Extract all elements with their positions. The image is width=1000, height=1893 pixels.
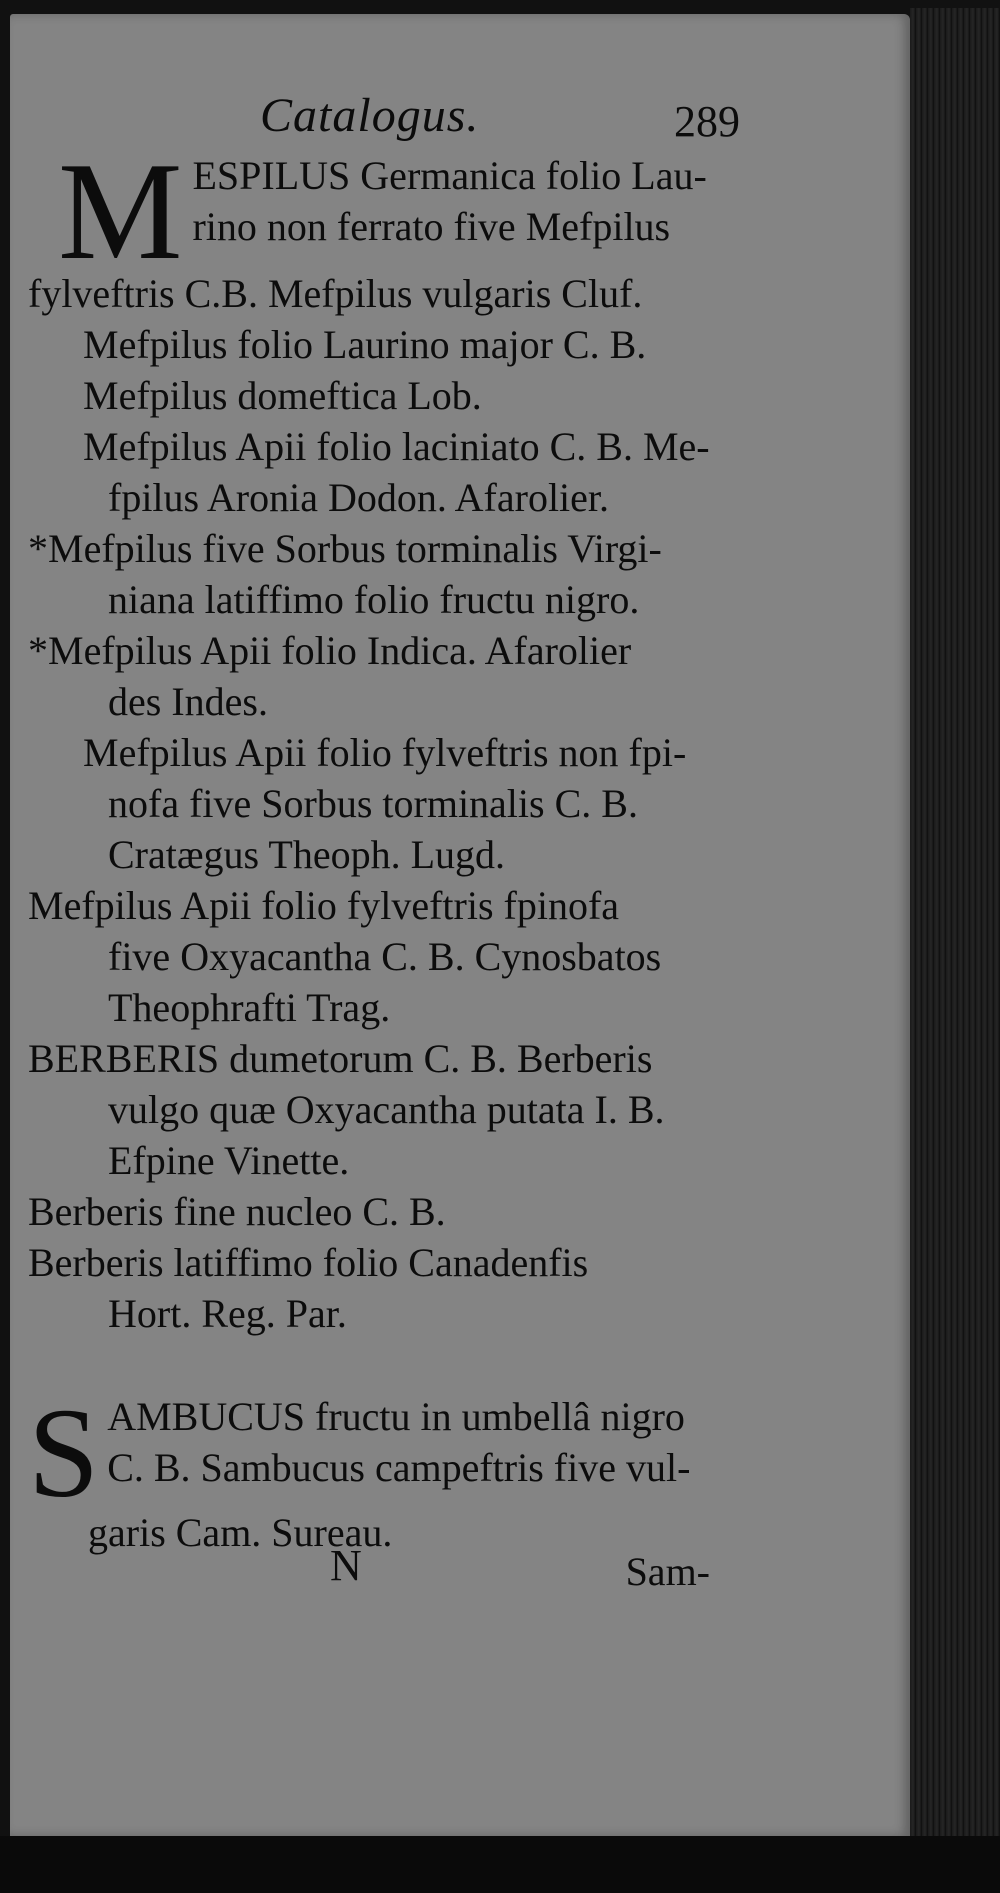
text-line: Mefpilus Apii folio laciniato C. B. Me- [83,424,710,469]
text-line: Hort. Reg. Par. [108,1291,347,1336]
text-line: Mefpilus domeftica Lob. [83,373,482,418]
text-line: garis Cam. Sureau. [88,1510,393,1555]
signature-mark: N [330,1541,362,1590]
text-line: fylveftris C.B. Mefpilus vulgaris Cluf. [28,271,643,316]
text-line: niana latiffimo folio fructu nigro. [108,577,640,622]
text-line: ESPILUS Germanica folio Lau- [192,153,707,198]
text-line: des Indes. [108,679,268,724]
text-line: Theophrafti Trag. [108,985,391,1030]
text-line: Berberis fine nucleo C. B. [28,1189,446,1234]
entry-sambucus [28,1382,748,1558]
drop-cap-m: M [58,134,183,289]
text-line: *Mefpilus Apii folio Indica. Afarolier [28,628,632,673]
text-line: Cratægus Theoph. Lugd. [108,832,506,877]
text-line: C. B. Sambucus campeftris five vul- [107,1445,691,1490]
text-line: Berberis latiffimo folio Canadenfis [28,1240,589,1285]
page-stack-edge [910,8,1000,1836]
page-number: 289 [674,97,740,146]
text-line: rino non ferrato five Mefpilus [192,204,671,249]
running-title: Catalogus. [260,89,480,142]
entry-mespilus-germanica [28,134,748,319]
text-line: Efpine Vinette. [108,1138,350,1183]
text-line: fpilus Aronia Dodon. Afarolier. [108,475,610,520]
text-line: Mefpilus Apii folio fylveftris non fpi- [83,730,687,775]
text-line: five Oxyacantha C. B. Cynosbatos [108,934,662,979]
text-line: Mefpilus folio Laurino major C. B. [83,322,647,367]
page-header [260,88,740,158]
text-line: BERBERIS dumetorum C. B. Berberis [28,1036,653,1081]
text-line: nofa five Sorbus torminalis C. B. [108,781,638,826]
text-line: Mefpilus Apii folio fylveftris fpinofa [28,883,620,928]
scan-border [0,1836,1000,1893]
text-line: vulgo quæ Oxyacantha putata I. B. [108,1087,665,1132]
section-gap [28,1339,748,1391]
catchword: Sam- [625,1549,710,1594]
text-line: *Mefpilus five Sorbus torminalis Virgi- [28,526,662,571]
page-footer [330,1540,710,1600]
page-body [28,134,748,1558]
text-line: AMBUCUS fructu in umbellâ nigro [107,1394,685,1439]
drop-cap-s: S [28,1382,100,1524]
